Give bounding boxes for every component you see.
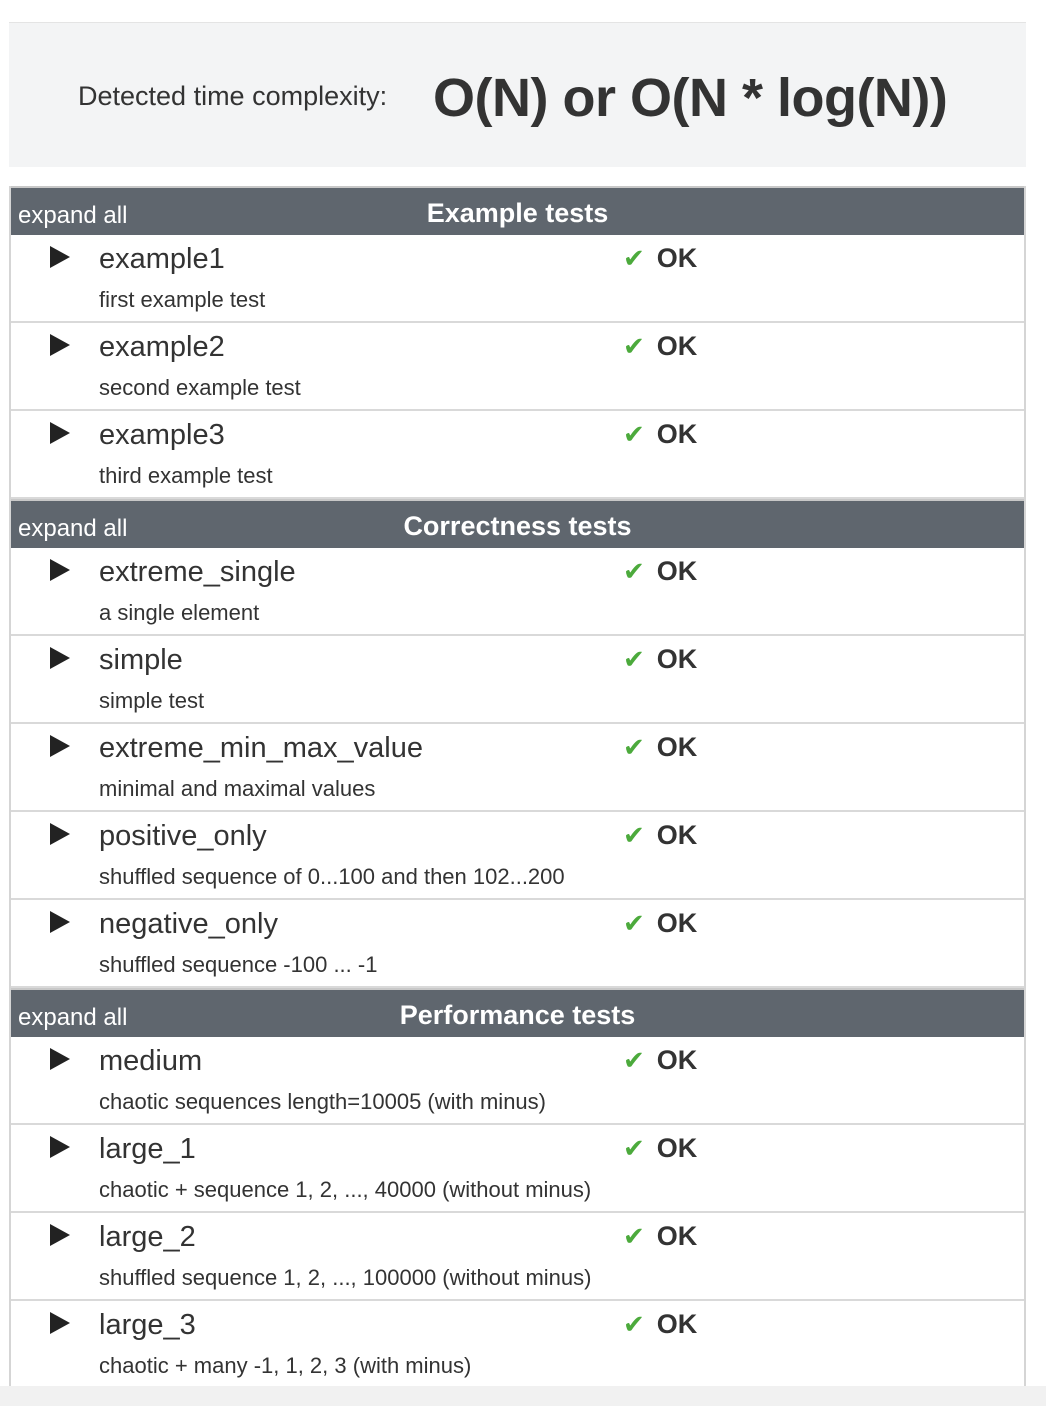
check-icon: ✔: [623, 1309, 645, 1339]
check-icon: ✔: [623, 1045, 645, 1075]
status-text: OK: [656, 243, 698, 273]
check-icon: ✔: [623, 419, 645, 449]
test-description: simple test: [99, 688, 205, 713]
test-status: [623, 1133, 697, 1164]
test-row: [11, 900, 1024, 988]
check-icon: ✔: [623, 1133, 645, 1163]
group-header: [11, 988, 1024, 1037]
test-row: [11, 411, 1024, 499]
test-row: [11, 548, 1024, 636]
test-name: large_1: [99, 1133, 196, 1165]
test-status: [623, 732, 697, 763]
check-icon: ✔: [623, 243, 645, 273]
status-text: OK: [656, 908, 698, 938]
triangle-right-icon[interactable]: [49, 734, 71, 758]
status-text: OK: [656, 820, 698, 850]
group-header: [11, 499, 1024, 548]
test-status: [623, 331, 697, 362]
complexity-panel: [9, 22, 1026, 167]
test-description: minimal and maximal values: [99, 776, 376, 801]
test-description: a single element: [99, 600, 260, 625]
test-description: chaotic + sequence 1, 2, ..., 40000 (without minus): [99, 1177, 592, 1202]
triangle-right-icon[interactable]: [49, 822, 71, 846]
complexity-label: Detected time complexity:: [78, 81, 388, 111]
test-name: example1: [99, 243, 225, 275]
triangle-right-icon[interactable]: [49, 245, 71, 269]
test-name: example3: [99, 419, 225, 451]
check-icon: ✔: [623, 1221, 645, 1251]
test-description: chaotic sequences length=10005 (with minus): [99, 1089, 546, 1114]
status-text: OK: [656, 331, 698, 361]
test-description: shuffled sequence 1, 2, ..., 100000 (without minus): [99, 1265, 592, 1290]
test-status: [623, 1045, 697, 1076]
test-description: first example test: [99, 287, 266, 312]
test-status: [623, 1221, 697, 1252]
complexity-value: O(N) or O(N * log(N)): [433, 68, 948, 128]
test-description: chaotic + many -1, 1, 2, 3 (with minus): [99, 1353, 472, 1378]
test-row: [11, 1301, 1024, 1389]
triangle-right-icon[interactable]: [49, 1223, 71, 1247]
test-name: example2: [99, 331, 225, 363]
test-status: [623, 556, 697, 587]
test-name: medium: [99, 1045, 203, 1077]
test-row: [11, 1125, 1024, 1213]
test-status: [623, 820, 697, 851]
test-status: [623, 243, 697, 274]
status-text: OK: [656, 644, 698, 674]
status-text: OK: [656, 1045, 698, 1075]
bottom-scroll-area: [0, 1386, 1046, 1406]
group-title: Correctness tests: [403, 511, 632, 541]
expand-all-link[interactable]: expand all: [18, 202, 128, 229]
test-row: [11, 812, 1024, 900]
test-status: [623, 644, 697, 675]
test-row: [11, 1037, 1024, 1125]
triangle-right-icon[interactable]: [49, 646, 71, 670]
expand-all-link[interactable]: expand all: [18, 515, 128, 542]
status-text: OK: [656, 1221, 698, 1251]
test-name: positive_only: [99, 820, 267, 852]
test-row: [11, 724, 1024, 812]
triangle-right-icon[interactable]: [49, 1047, 71, 1071]
status-text: OK: [656, 419, 698, 449]
test-description: shuffled sequence -100 ... -1: [99, 952, 378, 977]
triangle-right-icon[interactable]: [49, 421, 71, 445]
test-status: [623, 419, 697, 450]
test-row: [11, 1213, 1024, 1301]
test-name: negative_only: [99, 908, 278, 940]
check-icon: ✔: [623, 908, 645, 938]
status-text: OK: [656, 1309, 698, 1339]
check-icon: ✔: [623, 644, 645, 674]
test-results-table: [9, 186, 1026, 1391]
group-title: Example tests: [426, 198, 609, 228]
test-status: [623, 1309, 697, 1340]
triangle-right-icon[interactable]: [49, 1135, 71, 1159]
check-icon: ✔: [623, 331, 645, 361]
status-text: OK: [656, 732, 698, 762]
test-name: large_3: [99, 1309, 196, 1341]
group-header: [11, 186, 1024, 235]
triangle-right-icon[interactable]: [49, 1311, 71, 1335]
test-status: [623, 908, 697, 939]
test-description: shuffled sequence of 0...100 and then 102...200: [99, 864, 565, 889]
test-row: [11, 235, 1024, 323]
test-name: extreme_single: [99, 556, 296, 588]
triangle-right-icon[interactable]: [49, 910, 71, 934]
test-name: extreme_min_max_value: [99, 732, 423, 764]
test-description: second example test: [99, 375, 301, 400]
test-row: [11, 323, 1024, 411]
test-row: [11, 636, 1024, 724]
group-title: Performance tests: [399, 1000, 636, 1030]
status-text: OK: [656, 1133, 698, 1163]
test-description: third example test: [99, 463, 273, 488]
test-name: large_2: [99, 1221, 196, 1253]
triangle-right-icon[interactable]: [49, 558, 71, 582]
check-icon: ✔: [623, 556, 645, 586]
check-icon: ✔: [623, 732, 645, 762]
check-icon: ✔: [623, 820, 645, 850]
expand-all-link[interactable]: expand all: [18, 1004, 128, 1031]
triangle-right-icon[interactable]: [49, 333, 71, 357]
test-name: simple: [99, 644, 183, 676]
status-text: OK: [656, 556, 698, 586]
